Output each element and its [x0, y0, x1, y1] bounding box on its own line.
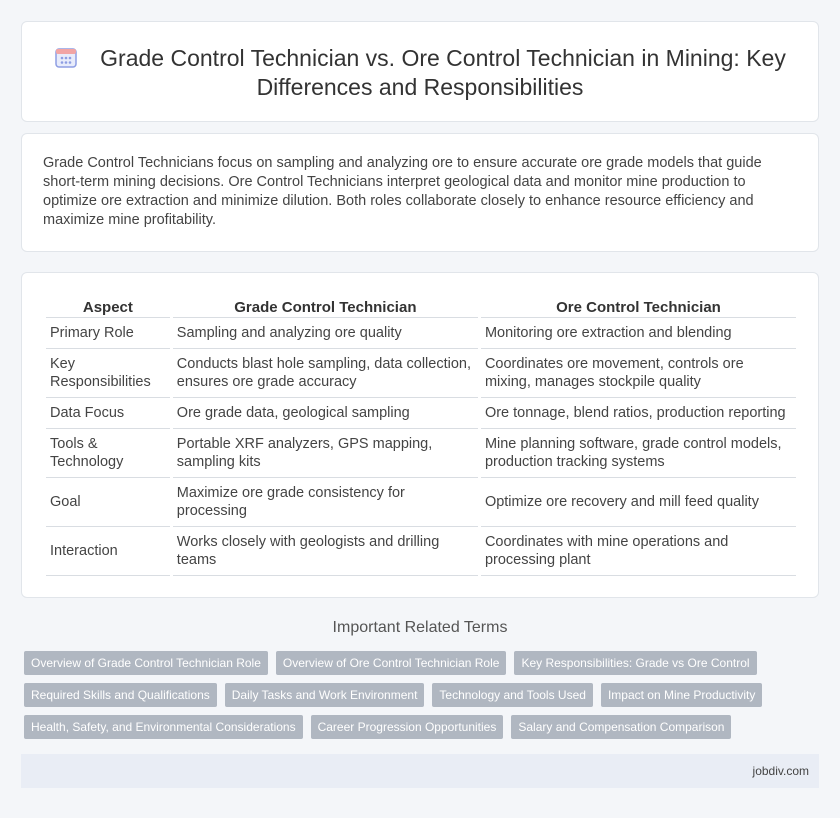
related-term-tag[interactable]: Daily Tasks and Work Environment — [225, 683, 425, 707]
tag-row — [24, 683, 794, 707]
header-ore-control: Ore Control Technician — [481, 296, 796, 318]
table-cell: Interaction — [46, 527, 170, 576]
related-term-tag[interactable]: Key Responsibilities: Grade vs Ore Control — [514, 651, 756, 675]
related-term-tag[interactable]: Impact on Mine Productivity — [601, 683, 762, 707]
related-term-tag[interactable]: Technology and Tools Used — [432, 683, 593, 707]
tag-row — [24, 651, 794, 675]
footer — [21, 754, 819, 788]
related-term-tag[interactable]: Health, Safety, and Environmental Considerations — [24, 715, 303, 739]
calendar-icon — [54, 45, 78, 69]
table-row — [46, 398, 796, 429]
table-cell: Optimize ore recovery and mill feed quality — [481, 478, 796, 527]
table-cell: Ore tonnage, blend ratios, production reporting — [481, 398, 796, 429]
table-cell: Monitoring ore extraction and blending — [481, 318, 796, 349]
table-cell: Sampling and analyzing ore quality — [173, 318, 478, 349]
table-row — [46, 527, 796, 576]
related-terms-title: Important Related Terms — [332, 619, 508, 636]
table-header-row — [46, 296, 796, 318]
table-row — [46, 429, 796, 478]
table-cell: Tools & Technology — [46, 429, 170, 478]
table-cell: Mine planning software, grade control models, production tracking systems — [481, 429, 796, 478]
table-cell: Conducts blast hole sampling, data collection, ensures ore grade accuracy — [173, 349, 478, 398]
related-term-tag[interactable]: Career Progression Opportunities — [311, 715, 504, 739]
footer-site-link[interactable]: jobdiv.com — [752, 764, 809, 778]
table-cell: Data Focus — [46, 398, 170, 429]
related-terms-tags — [24, 651, 794, 747]
header-aspect: Aspect — [46, 296, 170, 318]
table-cell: Coordinates ore movement, controls ore mixing, manages stockpile quality — [481, 349, 796, 398]
related-term-tag[interactable]: Overview of Ore Control Technician Role — [276, 651, 507, 675]
table-cell: Key Responsibilities — [46, 349, 170, 398]
table-cell: Portable XRF analyzers, GPS mapping, sampling kits — [173, 429, 478, 478]
comparison-table — [43, 296, 799, 576]
table-cell: Primary Role — [46, 318, 170, 349]
summary-card — [21, 133, 819, 252]
table-cell: Maximize ore grade consistency for processing — [173, 478, 478, 527]
table-row — [46, 349, 796, 398]
related-term-tag[interactable]: Required Skills and Qualifications — [24, 683, 217, 707]
table-cell: Ore grade data, geological sampling — [173, 398, 478, 429]
table-row — [46, 318, 796, 349]
page-title: Grade Control Technician vs. Ore Control Technician in Mining: Key Differences and Responsibilities — [100, 45, 786, 100]
tag-row — [24, 715, 794, 739]
table-cell: Goal — [46, 478, 170, 527]
header-card — [21, 21, 819, 122]
related-term-tag[interactable]: Salary and Compensation Comparison — [511, 715, 731, 739]
table-cell: Coordinates with mine operations and processing plant — [481, 527, 796, 576]
page-title-container — [52, 44, 788, 102]
header-grade-control: Grade Control Technician — [173, 296, 478, 318]
related-term-tag[interactable]: Overview of Grade Control Technician Role — [24, 651, 268, 675]
table-cell: Works closely with geologists and drilling teams — [173, 527, 478, 576]
comparison-table-card — [21, 272, 819, 598]
summary-text: Grade Control Technicians focus on sampling and analyzing ore to ensure accurate ore grade models that guide short-term mining decisions. Ore Control Technicians interpret geological data and monitor mine production to optimize ore extraction and minimize dilution. Both roles collaborate closely to enhance resource efficiency and maximize mine profitability. — [43, 155, 762, 228]
table-row — [46, 478, 796, 527]
